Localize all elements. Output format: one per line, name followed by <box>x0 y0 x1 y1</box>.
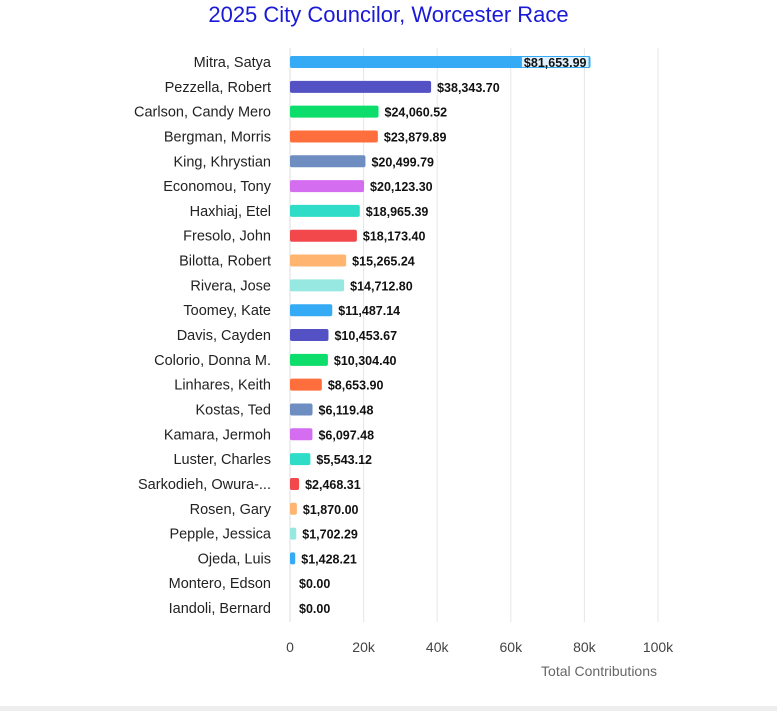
value-label: $15,265.24 <box>352 254 415 269</box>
bar <box>290 552 295 564</box>
value-label: $11,487.14 <box>338 304 401 319</box>
category-labels <box>134 55 272 617</box>
category-label: Haxhiaj, Etel <box>189 203 271 220</box>
value-label: $6,097.48 <box>318 428 375 443</box>
category-label: Bilotta, Robert <box>179 253 271 270</box>
value-label: $1,428.21 <box>301 552 357 567</box>
bar <box>290 130 378 142</box>
bar <box>290 279 344 291</box>
value-label: $0.00 <box>299 577 331 592</box>
value-label: $20,123.30 <box>370 180 433 195</box>
category-label: Luster, Charles <box>173 452 271 469</box>
x-tick-label: 40k <box>425 639 449 655</box>
category-label: Toomey, Kate <box>183 303 271 320</box>
value-label: $0.00 <box>299 602 331 617</box>
value-label: $38,343.70 <box>437 80 500 95</box>
value-label: $6,119.48 <box>318 403 374 418</box>
bar <box>290 329 328 341</box>
value-label: $14,712.80 <box>350 279 413 294</box>
category-label: Kostas, Ted <box>195 402 271 419</box>
value-label: $24,060.52 <box>384 105 448 120</box>
category-label: Pezzella, Robert <box>164 79 271 96</box>
category-label: Rivera, Jose <box>190 278 271 295</box>
bar <box>290 503 297 515</box>
bar <box>290 230 357 242</box>
category-label: Economou, Tony <box>163 179 271 196</box>
value-label: $23,879.89 <box>383 130 447 145</box>
value-label: $20,499.79 <box>371 155 435 170</box>
category-label: Pepple, Jessica <box>169 526 271 543</box>
category-label: Rosen, Gary <box>189 501 271 518</box>
category-label: King, Khrystian <box>173 154 271 171</box>
bar <box>290 155 365 167</box>
x-tick-label: 80k <box>573 639 596 655</box>
footer-divider <box>0 706 777 711</box>
value-label: $18,173.40 <box>362 229 426 244</box>
category-label: Montero, Edson <box>168 576 271 593</box>
category-label: Kamara, Jermoh <box>163 427 271 444</box>
x-tick-label: 20k <box>352 639 375 655</box>
bar <box>290 528 296 540</box>
bar <box>290 304 332 316</box>
value-label: $5,543.12 <box>316 453 373 468</box>
category-label: Mitra, Satya <box>193 55 271 71</box>
category-label: Ojeda, Luis <box>197 551 271 568</box>
bar <box>290 180 364 192</box>
x-axis-ticks <box>286 639 674 655</box>
category-label: Bergman, Morris <box>163 129 271 146</box>
bar <box>290 403 313 415</box>
value-label: $1,702.29 <box>302 527 358 542</box>
value-label: $10,453.67 <box>334 329 398 344</box>
x-tick-label: 0 <box>286 639 294 655</box>
bar <box>290 255 346 267</box>
category-label: Davis, Cayden <box>176 328 271 345</box>
x-axis-title: Total Contributions <box>541 663 657 679</box>
category-label: Sarkodieh, Owura-... <box>138 476 271 493</box>
chart-title: 2025 City Councilor, Worcester Race <box>208 2 569 27</box>
bar <box>290 205 360 217</box>
bar <box>290 81 431 93</box>
bar <box>290 453 310 465</box>
value-label: $8,653.90 <box>327 378 384 393</box>
value-label: $10,304.40 <box>333 353 397 368</box>
value-label: $1,870.00 <box>302 502 359 517</box>
value-label: $81,653.99 <box>523 56 587 70</box>
category-label: Fresolo, John <box>183 228 271 245</box>
bar <box>290 106 379 118</box>
bar <box>290 428 312 440</box>
value-label: $18,965.39 <box>365 204 429 219</box>
bar <box>290 379 322 391</box>
category-label: Linhares, Keith <box>174 377 271 394</box>
x-tick-label: 60k <box>499 639 523 655</box>
bar <box>290 354 328 366</box>
bar <box>290 478 299 490</box>
category-label: Iandoli, Bernard <box>168 601 271 618</box>
category-label: Carlson, Candy Mero <box>134 104 271 121</box>
value-label: $2,468.31 <box>305 477 361 492</box>
category-label: Colorio, Donna M. <box>154 352 271 369</box>
x-tick-label: 100k <box>642 639 674 655</box>
